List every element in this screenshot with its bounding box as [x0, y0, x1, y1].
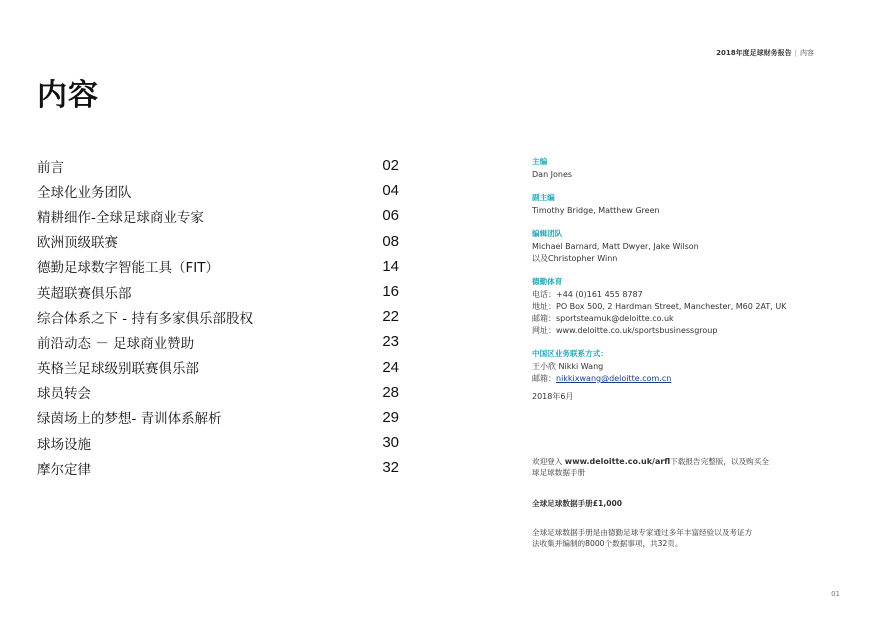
- visit-line-2: 球足球数据手册: [532, 468, 586, 477]
- description-line-2: 法收集并编制的8000个数据事项，共32页。: [532, 539, 683, 548]
- toc-entry[interactable]: [37, 355, 399, 380]
- deputy-heading: 副主编: [532, 193, 555, 202]
- toc-entry[interactable]: [37, 254, 399, 279]
- toc-page: 30: [382, 434, 399, 452]
- team-names-1: Michael Barnard, Matt Dwyer, Jake Wilson: [532, 242, 699, 251]
- toc-entry[interactable]: [37, 203, 399, 228]
- china-email-link[interactable]: nikkixwang@deloitte.com.cn: [556, 374, 672, 383]
- toc-label: 前言: [37, 159, 64, 176]
- sports-block: [532, 276, 832, 337]
- toc-entry[interactable]: [37, 153, 399, 178]
- china-contact-block: [532, 348, 832, 403]
- toc-label: 英超联赛俱乐部: [37, 285, 132, 302]
- email[interactable]: 邮箱：sportsteamuk@deloitte.co.uk: [532, 314, 674, 323]
- china-contact-name: 王小欣 Nikki Wang: [532, 362, 604, 371]
- page-number: 01: [831, 590, 840, 598]
- toc-page: 16: [382, 283, 399, 301]
- china-heading: 中国区业务联系方式：: [532, 349, 608, 358]
- toc-label: 欧洲顶级联赛: [37, 235, 118, 252]
- toc-label: 英格兰足球级别联赛俱乐部: [37, 361, 199, 378]
- editor-name: Dan Jones: [532, 170, 573, 179]
- team-names-2: 以及Christopher Winn: [532, 254, 618, 263]
- china-email-row: [532, 373, 832, 385]
- toc-label: 德勤足球数字智能工具（FIT）: [37, 260, 219, 277]
- china-email-label: 邮箱：: [532, 374, 556, 383]
- toc-label: 绿茵场上的梦想- 青训体系解析: [37, 411, 222, 428]
- toc-page: 28: [382, 383, 399, 401]
- editor-heading: 主编: [532, 157, 548, 166]
- header-section: 内容: [800, 49, 814, 57]
- toc-page: 08: [382, 232, 399, 250]
- toc-page: 32: [382, 459, 399, 477]
- toc-entry[interactable]: [37, 430, 399, 455]
- toc-page: 22: [382, 308, 399, 326]
- toc-label: 球员转会: [37, 386, 91, 403]
- editor-block: [532, 156, 832, 181]
- toc-page: 29: [382, 408, 399, 426]
- deputy-names: Timothy Bridge, Matthew Green: [532, 206, 660, 215]
- sports-heading: 德勤体育: [532, 277, 563, 286]
- toc-page: 04: [382, 182, 399, 200]
- publish-date: 2018年6月: [532, 392, 574, 401]
- toc-label: 球场设施: [37, 436, 91, 453]
- toc-entry[interactable]: [37, 405, 399, 430]
- price-line: 全球足球数据手册£1,000: [532, 499, 623, 508]
- report-title: 2018年度足球财务报告: [716, 49, 792, 57]
- website[interactable]: 网址：www.deloitte.co.uk/sportsbusinessgroup: [532, 326, 718, 335]
- toc-entry[interactable]: [37, 178, 399, 203]
- toc-label: 全球化业务团队: [37, 184, 132, 201]
- toc-label: 前沿动态 － 足球商业赞助: [37, 335, 195, 352]
- visit-line: [532, 456, 822, 467]
- deputy-block: [532, 192, 832, 217]
- toc-entry[interactable]: [37, 229, 399, 254]
- phone: 电话：+44 (0)161 455 8787: [532, 290, 643, 299]
- toc-label: 精耕细作-全球足球商业专家: [37, 209, 204, 226]
- toc-entry[interactable]: [37, 380, 399, 405]
- toc-entry[interactable]: [37, 279, 399, 304]
- visit-prefix: 欢迎登入: [532, 457, 563, 466]
- credits-panel: [532, 156, 832, 414]
- toc-label: 摩尔定律: [37, 461, 91, 478]
- header-separator: |: [794, 49, 797, 57]
- purchase-info: [532, 456, 822, 549]
- toc-entry[interactable]: [37, 304, 399, 329]
- address: 地址：PO Box 500, 2 Hardman Street, Manchester, M60 2AT, UK: [532, 302, 787, 311]
- team-heading: 编辑团队: [532, 229, 563, 238]
- toc-page: 02: [382, 157, 399, 175]
- toc-entry[interactable]: [37, 329, 399, 354]
- toc-page: 24: [382, 358, 399, 376]
- running-header: [716, 48, 814, 58]
- toc-page: 23: [382, 333, 399, 351]
- toc-label: 综合体系之下 - 持有多家俱乐部股权: [37, 310, 253, 327]
- toc-page: 14: [382, 257, 399, 275]
- page-title: 内容: [37, 78, 99, 113]
- description-line-1: 全球足球数据手册是由德勤足球专家通过多年丰富经验以及考证方: [532, 528, 753, 537]
- toc-entry[interactable]: [37, 455, 399, 480]
- toc-page: 06: [382, 207, 399, 225]
- table-of-contents: [37, 153, 399, 480]
- visit-url[interactable]: www.deloitte.co.uk/arfl: [564, 457, 671, 466]
- team-block: [532, 228, 832, 265]
- visit-suffix: 下载报告完整版，以及购买全: [670, 457, 769, 466]
